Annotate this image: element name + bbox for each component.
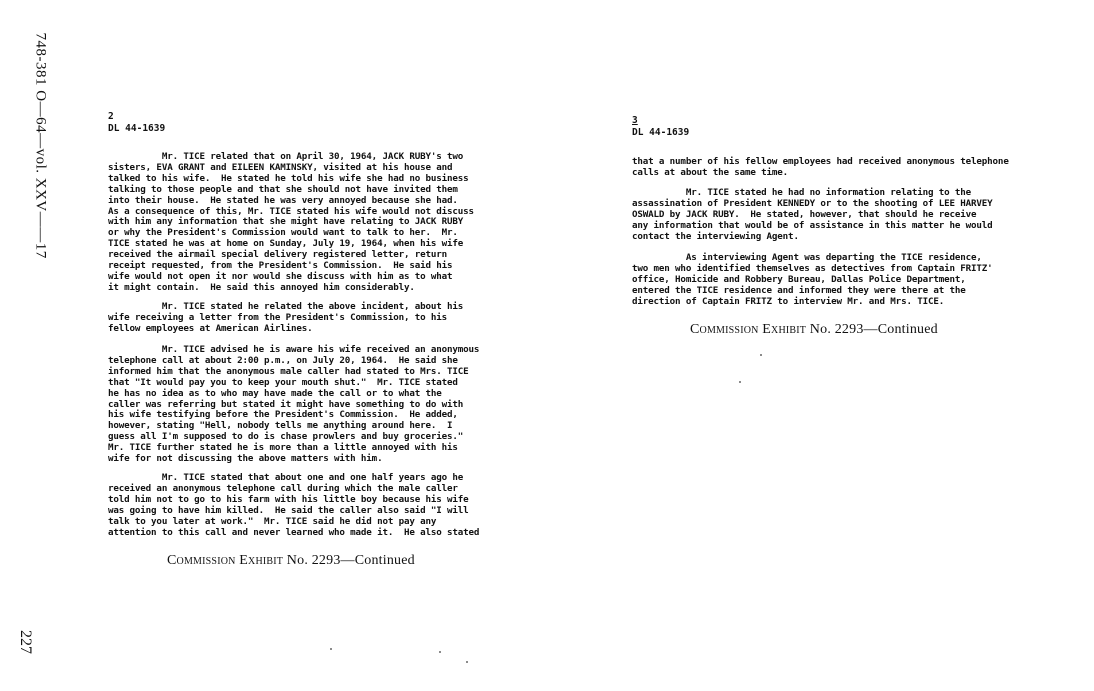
scan-speck xyxy=(466,661,468,663)
left-paragraph-3: Mr. TICE advised he is aware his wife received an anonymous telephone call at about 2:00 p.m., on July 20, 1964. He said she informed him that the anonymous male caller had stated to Mrs. TICE that "It would pay you to keep your mouth shut." Mr. TICE stated he has no idea as to who may have made the call or to what the caller was referring but stated it might have something to do with his wife testifying before the President's Commission. He added, however, stating "Hell, nobody tells me anything around here. I guess all I'm supposed to do is chase prowlers and buy groceries." Mr. TICE further stated he is more than a little annoyed with his wife for not discussing the above matters with him. xyxy=(108,344,480,465)
right-paragraph-1: that a number of his fellow employees had received anonymous telephone calls at about the same time. xyxy=(632,156,1009,178)
volume-reference-text: 748-381 O—64—vol. XXV——17 xyxy=(32,32,49,259)
right-paragraph-2: Mr. TICE stated he had no information relating to the assassination of President KENNEDY or to the shooting of LEE HARVEY OSWALD by JACK RUBY. He stated, however, that should he receive any information that would be of assistance in this matter he would contact the interviewing Agent. xyxy=(632,187,993,242)
left-page-number: 2 xyxy=(108,111,114,122)
right-exhibit-caption xyxy=(690,322,938,338)
left-file-number: DL 44-1639 xyxy=(108,123,166,134)
right-page-header xyxy=(632,115,689,139)
right-page-number: 3 xyxy=(632,115,638,126)
left-caption-rest: No. 2293—Continued xyxy=(283,553,415,568)
scan-speck xyxy=(739,381,741,383)
left-paragraph-1: Mr. TICE related that on April 30, 1964, JACK RUBY's two sisters, EVA GRANT and EILEEN KAMINSKY, visited at his house and talked to his wife. He stated he told his wife she had no business talking to those people and that she should not have invited them into their house. He stated he was very annoyed because she had. As a consequence of this, Mr. TICE stated his wife would not discuss with him any information that she might have relating to JACK RUBY or why the President's Commission would want to talk to her. Mr. TICE stated he was at home on Sunday, July 19, 1964, when his wife received the airmail special delivery registered letter, return receipt requested, from the President's Commission. He said his wife would not open it nor would she discuss with him as to what it might contain. He said this annoyed him considerably. xyxy=(108,151,474,293)
volume-reference xyxy=(20,32,49,344)
scan-speck xyxy=(439,651,441,653)
left-page-header xyxy=(108,111,165,135)
scan-speck xyxy=(330,648,332,650)
right-caption-rest: No. 2293—Continued xyxy=(806,322,938,337)
left-caption-prefix: Commission Exhibit xyxy=(167,553,284,568)
left-exhibit-caption xyxy=(167,553,415,569)
page-number-text: 227 xyxy=(17,630,34,654)
scan-speck xyxy=(760,354,762,356)
right-paragraph-3: As interviewing Agent was departing the TICE residence, two men who identified themselves as detectives from Captain FRITZ' office, Homicide and Robbery Bureau, Dallas Police Department, entered the TICE residence and informed they were there at the direction of Captain FRITZ to interview Mr. and Mrs. TICE. xyxy=(632,252,993,307)
right-file-number: DL 44-1639 xyxy=(632,127,690,138)
left-paragraph-2: Mr. TICE stated he related the above incident, about his wife receiving a letter from the President's Commission, to his fellow employees at American Airlines. xyxy=(108,301,464,334)
left-paragraph-4: Mr. TICE stated that about one and one half years ago he received an anonymous telephone call during which the male caller told him not to go to his farm with his little boy because his wife was going to have him killed. He said the caller also said "I will talk to you later at work." Mr. TICE said he did not pay any attention to this call and never learned who made it. He also stated xyxy=(108,472,480,538)
right-caption-prefix: Commission Exhibit xyxy=(690,322,807,337)
